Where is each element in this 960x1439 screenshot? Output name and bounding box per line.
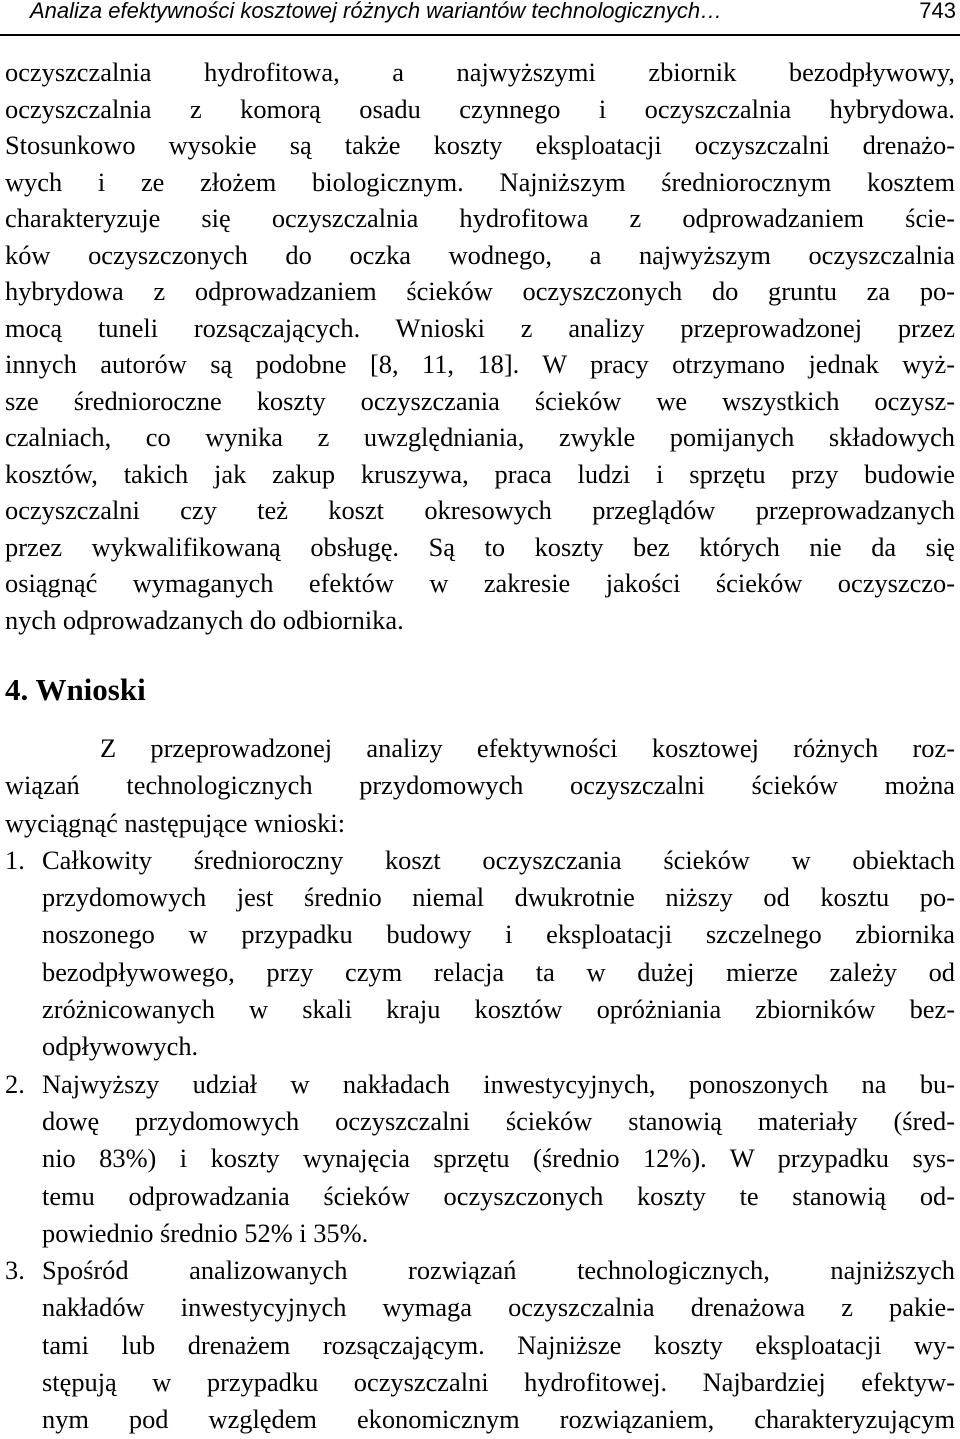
paragraph-line: oczyszczalni czy też koszt okresowych przeglądów przeprowadzanych	[5, 495, 955, 525]
list-line: Spośród analizowanych rozwiązań technologicznych, najniższych	[42, 1255, 955, 1286]
paragraph-line: czalniach, co wynika z uwzględniania, zwykle pomijanych składowych	[5, 422, 955, 452]
list-number: 1.	[5, 844, 25, 875]
page-number: 743	[919, 0, 956, 23]
list-line: stępują w przypadku oczyszczalni hydrofitowej. Najbardziej efektyw-	[42, 1367, 955, 1398]
lead-line: Z przeprowadzonej analizy efektywności kosztowej różnych roz-	[100, 733, 955, 763]
paragraph-line: charakteryzuje się oczyszczalnia hydrofitowa z odprowadzaniem ście-	[5, 203, 955, 233]
list-line: przydomowych jest średnio niemal dwukrotnie niższy od kosztu po-	[42, 882, 955, 913]
conclusion-item-1	[5, 842, 955, 1066]
conclusion-item-3	[5, 1252, 955, 1438]
section-heading: 4. Wnioski	[5, 672, 146, 707]
paragraph-line: ków oczyszczonych do oczka wodnego, a najwyższym oczyszczalnia	[5, 239, 955, 270]
paragraph-line: sze średnioroczne koszty oczyszczania ścieków we wszystkich oczysz-	[5, 385, 955, 416]
list-line: powiednio średnio 52% i 35%.	[42, 1217, 369, 1248]
paragraph-line: hybrydowa z odprowadzaniem ścieków oczyszczonych do gruntu za po-	[5, 276, 955, 306]
list-line: nym pod względem ekonomicznym rozwiązaniem, charakteryzującym	[42, 1404, 955, 1435]
list-line: odpływowych.	[42, 1031, 199, 1062]
list-line: nio 83%) i koszty wynajęcia sprzętu (średnio 12%). W przypadku sys-	[42, 1143, 955, 1174]
paragraph-line: osiągnąć wymaganych efektów w zakresie jakości ścieków oczyszczo-	[5, 568, 955, 598]
paragraph-line: nych odprowadzanych do odbiornika.	[5, 604, 404, 635]
lead-line: wiązań technologicznych przydomowych oczyszczalni ścieków można	[5, 770, 955, 801]
paragraph-line: innych autorów są podobne [8, 11, 18]. W pracy otrzymano jednak wyż-	[5, 349, 955, 379]
paragraph-line: przez wykwalifikowaną obsługę. Są to koszty bez których nie da się	[5, 531, 955, 562]
list-line: Całkowity średnioroczny koszt oczyszczania ścieków w obiektach	[42, 844, 955, 875]
running-title: Analiza efektywności kosztowej różnych wariantów technologicznych…	[30, 0, 723, 23]
paragraph-line: kosztów, takich jak zakup kruszywa, praca ludzi i sprzętu przy budowie	[5, 458, 955, 489]
intro-paragraph	[5, 54, 955, 638]
list-line: zróżnicowanych w skali kraju kosztów opróżniania zbiorników bez-	[42, 994, 955, 1025]
list-line: Najwyższy udział w nakładach inwestycyjnych, ponoszonych na bu-	[42, 1068, 955, 1099]
paragraph-line: oczyszczalnia z komorą osadu czynnego i oczyszczalnia hybrydowa.	[5, 93, 955, 124]
paragraph-line: Stosunkowo wysokie są także koszty eksploatacji oczyszczalni drenażo-	[5, 130, 955, 160]
list-line: temu odprowadzania ścieków oczyszczonych koszty te stanowią od-	[42, 1180, 955, 1211]
list-number: 2.	[5, 1068, 25, 1099]
paragraph-line: mocą tuneli rozsączających. Wnioski z analizy przeprowadzonej przez	[5, 312, 955, 343]
lead-line: wyciągnąć następujące wnioski:	[5, 807, 346, 838]
list-line: noszonego w przypadku budowy i eksploatacji szczelnego zbiornika	[42, 919, 955, 950]
list-line: bezodpływowego, przy czym relacja ta w dużej mierze zależy od	[42, 956, 955, 987]
paragraph-line: wych i ze złożem biologicznym. Najniższym średniorocznym kosztem	[5, 166, 955, 197]
list-line: nakładów inwestycyjnych wymaga oczyszczalnia drenażowa z pakie-	[42, 1292, 955, 1323]
list-number: 3.	[5, 1255, 25, 1286]
list-line: tami lub drenażem rozsączającym. Najniższe koszty eksploatacji wy-	[42, 1329, 955, 1360]
conclusion-item-2	[5, 1066, 955, 1252]
paragraph-line: oczyszczalnia hydrofitowa, a najwyższymi zbiornik bezodpływowy,	[5, 57, 955, 87]
conclusions-section	[5, 730, 955, 1439]
list-line: dowę przydomowych oczyszczalni ścieków stanowią materiały (śred-	[42, 1105, 955, 1136]
running-header	[0, 0, 960, 36]
